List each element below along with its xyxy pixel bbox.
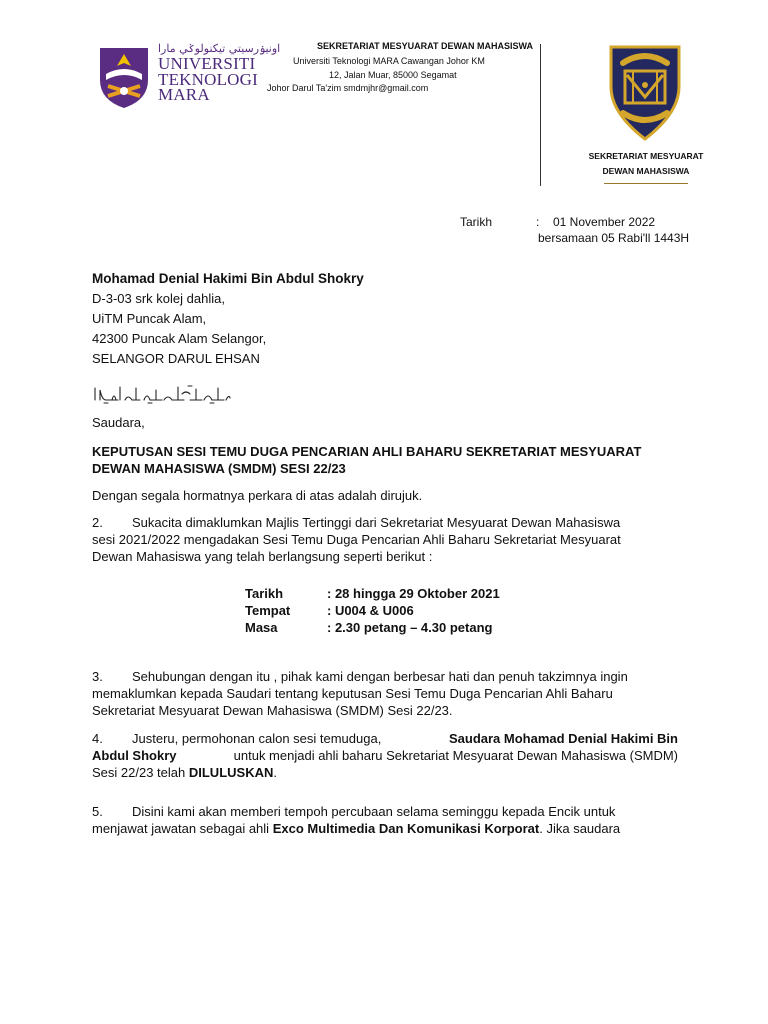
detail-value: : 2.30 petang – 4.30 petang [327, 620, 493, 635]
smdm-caption-line: DEWAN MAHASISWA [602, 166, 690, 176]
paragraph-line: Dewan Mahasiswa yang telah berlangsung seperti berikut : [92, 549, 433, 564]
subject-line: DEWAN MAHASISWA (SMDM) SESI 22/23 [92, 461, 346, 476]
paragraph-line: Dengan segala hormatnya perkara di atas adalah dirujuk. [92, 488, 423, 503]
uitm-name-line: TEKNOLOGI [158, 69, 258, 89]
paragraph-5 [92, 803, 678, 837]
paragraph-text: Sesi 22/23 telah [92, 765, 186, 780]
address-line: Universiti Teknologi MARA Cawangan Johor KM [293, 56, 485, 66]
paragraph-line: Disini kami akan memberi tempoh percubaan selama seminggu kepada Encik untuk [132, 804, 616, 819]
paragraph-line: Sukacita dimaklumkan Majlis Tertinggi dari Sekretariat Mesyuarat Dewan Mahasiswa [132, 515, 621, 530]
candidate-name: Abdul Shokry [92, 748, 177, 763]
interview-details [245, 585, 500, 636]
paragraph-line: memaklumkan kepada Saudari tentang keputusan Sesi Temu Duga Pencarian Ahli Baharu [92, 686, 613, 701]
letter-subject [92, 443, 698, 477]
detail-key: Masa [245, 620, 278, 635]
detail-row [245, 602, 500, 619]
recipient-name: Mohamad Denial Hakimi Bin Abdul Shokry [92, 271, 364, 286]
application-status: DILULUSKAN [188, 765, 274, 780]
paragraph-text: Justeru, permohonan calon sesi temuduga, [132, 731, 382, 746]
smdm-logo-icon [603, 41, 687, 145]
recipient-address-line: UiTM Puncak Alam, [92, 311, 207, 326]
recipient-address-line: SELANGOR DARUL EHSAN [92, 351, 260, 366]
detail-key: Tempat [245, 603, 291, 618]
paragraph-number: 3. [92, 669, 103, 684]
exco-position: Exco Multimedia Dan Komunikasi Korporat [272, 821, 540, 836]
paragraph-text: untuk menjadi ahli baharu Sekretariat Mesyuarat Dewan Mahasiswa (SMDM) [233, 748, 678, 763]
paragraph-number: 2. [92, 515, 103, 530]
detail-value: : 28 hingga 29 Oktober 2021 [327, 586, 500, 601]
recipient-block [92, 269, 364, 369]
date-colon: : [536, 215, 540, 229]
paragraph-number: 4. [92, 731, 103, 746]
smdm-caption-rule [604, 183, 688, 184]
paragraph-1 [92, 487, 678, 504]
date-label: Tarikh [460, 215, 493, 229]
paragraph-4 [92, 730, 678, 781]
uitm-arabic-name: اونيۏرسيتي تيكنولوݢي مارا [158, 42, 281, 55]
paragraph-text: menjawat jawatan sebagai ahli [92, 821, 270, 836]
detail-key: Tarikh [245, 586, 284, 601]
uitm-crest-icon [96, 44, 152, 110]
salam-calligraphy [92, 382, 232, 406]
org-title: SEKRETARIAT MESYUARAT DEWAN MAHASISWA [317, 41, 533, 51]
letterhead-divider [540, 44, 541, 186]
paragraph-text: . [273, 765, 277, 780]
detail-row [245, 619, 500, 636]
subject-line: KEPUTUSAN SESI TEMU DUGA PENCARIAN AHLI BAHARU SEKRETARIAT MESYUARAT [92, 444, 642, 459]
date-value: 01 November 2022 [553, 215, 656, 229]
uitm-name-line: MARA [158, 85, 210, 104]
candidate-name: Saudara Mohamad Denial Hakimi Bin [448, 731, 678, 746]
recipient-address-line: D-3-03 srk kolej dahlia, [92, 291, 225, 306]
paragraph-text: . Jika saudara [539, 821, 621, 836]
detail-value: : U004 & U006 [327, 603, 414, 618]
paragraph-number: 5. [92, 804, 103, 819]
address-line: 12, Jalan Muar, 85000 Segamat [329, 70, 457, 80]
smdm-caption [582, 149, 710, 179]
date-hijri: bersamaan 05 Rabi'll 1443H [538, 231, 690, 245]
detail-row [245, 585, 500, 602]
uitm-logo [96, 42, 281, 110]
paragraph-line: Sehubungan dengan itu , pihak kami dengan berbesar hati dan penuh takzimnya ingin [132, 669, 628, 684]
address-line: Johor Darul Ta'zim smdmjhr@gmail.com [267, 83, 429, 93]
recipient-address-line: 42300 Puncak Alam Selangor, [92, 331, 267, 346]
smdm-caption-line: SEKRETARIAT MESYUARAT [588, 151, 704, 161]
paragraph-line: Sekretariat Mesyuarat Dewan Mahasiswa (SMDM) Sesi 22/23. [92, 703, 453, 718]
uitm-name-line: UNIVERSITI [158, 54, 256, 73]
uitm-name [158, 56, 258, 103]
paragraph-3 [92, 668, 678, 719]
greeting: Saudara, [92, 415, 145, 430]
paragraph-line: sesi 2021/2022 mengadakan Sesi Temu Duga Pencarian Ahli Baharu Sekretariat Mesyuarat [92, 532, 621, 547]
paragraph-2 [92, 514, 678, 565]
